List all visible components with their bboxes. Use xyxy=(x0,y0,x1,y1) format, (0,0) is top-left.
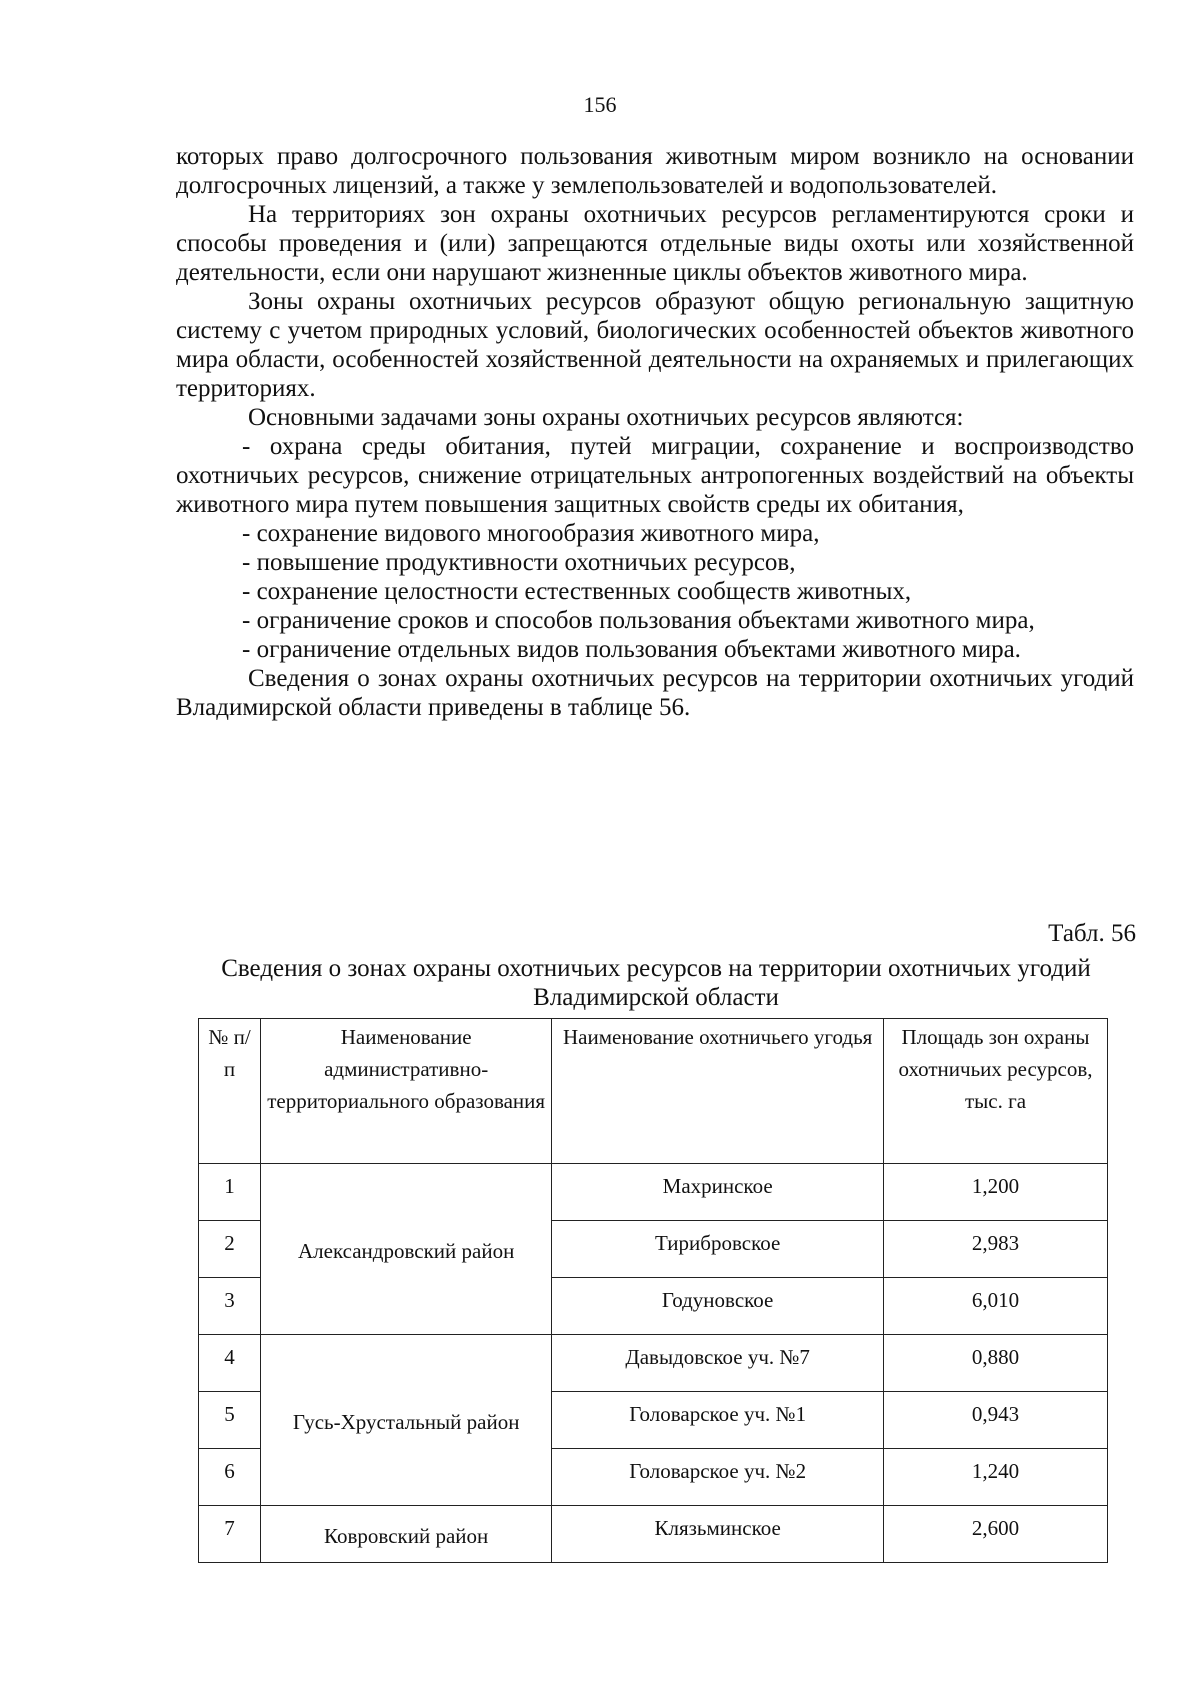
header-land: Наименование охотничьего угодья xyxy=(552,1019,884,1164)
cell-land: Давыдовское уч. №7 xyxy=(552,1335,884,1392)
cell-region: Александровский район xyxy=(261,1164,552,1335)
cell-land: Головарское уч. №1 xyxy=(552,1392,884,1449)
cell-num: 7 xyxy=(199,1506,261,1563)
cell-num: 5 xyxy=(199,1392,261,1449)
table-row xyxy=(199,1164,1108,1221)
paragraph-regulation: На территориях зон охраны охотничьих ресурсов регламентируются сроки и способы проведения и (или) запрещаются отдельные виды охоты или хозяйственной деятельности, если они нарушают жизненные циклы объектов животного мира. xyxy=(176,201,1134,286)
cell-area: 2,983 xyxy=(884,1221,1108,1278)
tasks-list xyxy=(176,432,1134,664)
paragraph-table-reference: Сведения о зонах охраны охотничьих ресурсов на территории охотничьих угодий Владимирской области приведены в таблице 56. xyxy=(176,665,1134,721)
cell-num: 3 xyxy=(199,1278,261,1335)
header-area: Площадь зон охраны охотничьих ресурсов, тыс. га xyxy=(884,1019,1108,1164)
cell-area: 1,240 xyxy=(884,1449,1108,1506)
cell-num: 4 xyxy=(199,1335,261,1392)
cell-land: Годуновское xyxy=(552,1278,884,1335)
cell-num: 2 xyxy=(199,1221,261,1278)
paragraph-protection-system: Зоны охраны охотничьих ресурсов образуют общую региональную защитную систему с учетом природных условий, биологических особенностей объектов животного мира области, особенностей хозяйственной деятельности на охраняемых и прилегающих территориях. xyxy=(176,288,1134,402)
cell-land: Тирибровское xyxy=(552,1221,884,1278)
cell-area: 1,200 xyxy=(884,1164,1108,1221)
paragraph-tasks-intro: Основными задачами зоны охраны охотничьих ресурсов являются: xyxy=(248,404,964,431)
table-header-row xyxy=(199,1019,1108,1164)
table-row xyxy=(199,1506,1108,1563)
cell-area: 0,880 xyxy=(884,1335,1108,1392)
table-label: Табл. 56 xyxy=(1048,920,1136,947)
page-number: 156 xyxy=(583,92,617,117)
cell-region: Гусь-Хрустальный район xyxy=(261,1335,552,1506)
cell-land: Махринское xyxy=(552,1164,884,1221)
cell-land: Головарское уч. №2 xyxy=(552,1449,884,1506)
table-row xyxy=(199,1335,1108,1392)
cell-num: 1 xyxy=(199,1164,261,1221)
cell-area: 6,010 xyxy=(884,1278,1108,1335)
zones-table xyxy=(198,1018,1108,1563)
list-item: - сохранение целостности естественных сообществ животных, xyxy=(242,578,912,605)
header-region: Наименование административно-территориального образования xyxy=(261,1019,552,1164)
cell-region: Ковровский район xyxy=(261,1506,552,1563)
body-text xyxy=(176,142,1134,722)
cell-area: 2,600 xyxy=(884,1506,1108,1563)
paragraph-continuation: которых право долгосрочного пользования животным миром возникло на основании долгосрочных лицензий, а также у землепользователей и водопользователей. xyxy=(176,143,1134,199)
table-caption: Сведения о зонах охраны охотничьих ресурсов на территории охотничьих угодий Владимирской области xyxy=(221,955,1091,1011)
list-item: - ограничение отдельных видов пользования объектами животного мира. xyxy=(242,636,1021,663)
cell-area: 0,943 xyxy=(884,1392,1108,1449)
list-item: - охрана среды обитания, путей миграции, сохранение и воспроизводство охотничьих ресурсов, снижение отрицательных антропогенных воздействий на объекты животного мира путем повышения защитных свойств среды их обитания, xyxy=(176,433,1134,518)
list-item: - повышение продуктивности охотничьих ресурсов, xyxy=(242,549,796,576)
list-item: - ограничение сроков и способов пользования объектами животного мира, xyxy=(242,607,1035,634)
header-num: № п/п xyxy=(199,1019,261,1164)
list-item: - сохранение видового многообразия животного мира, xyxy=(242,520,820,547)
cell-land: Клязьминское xyxy=(552,1506,884,1563)
cell-num: 6 xyxy=(199,1449,261,1506)
